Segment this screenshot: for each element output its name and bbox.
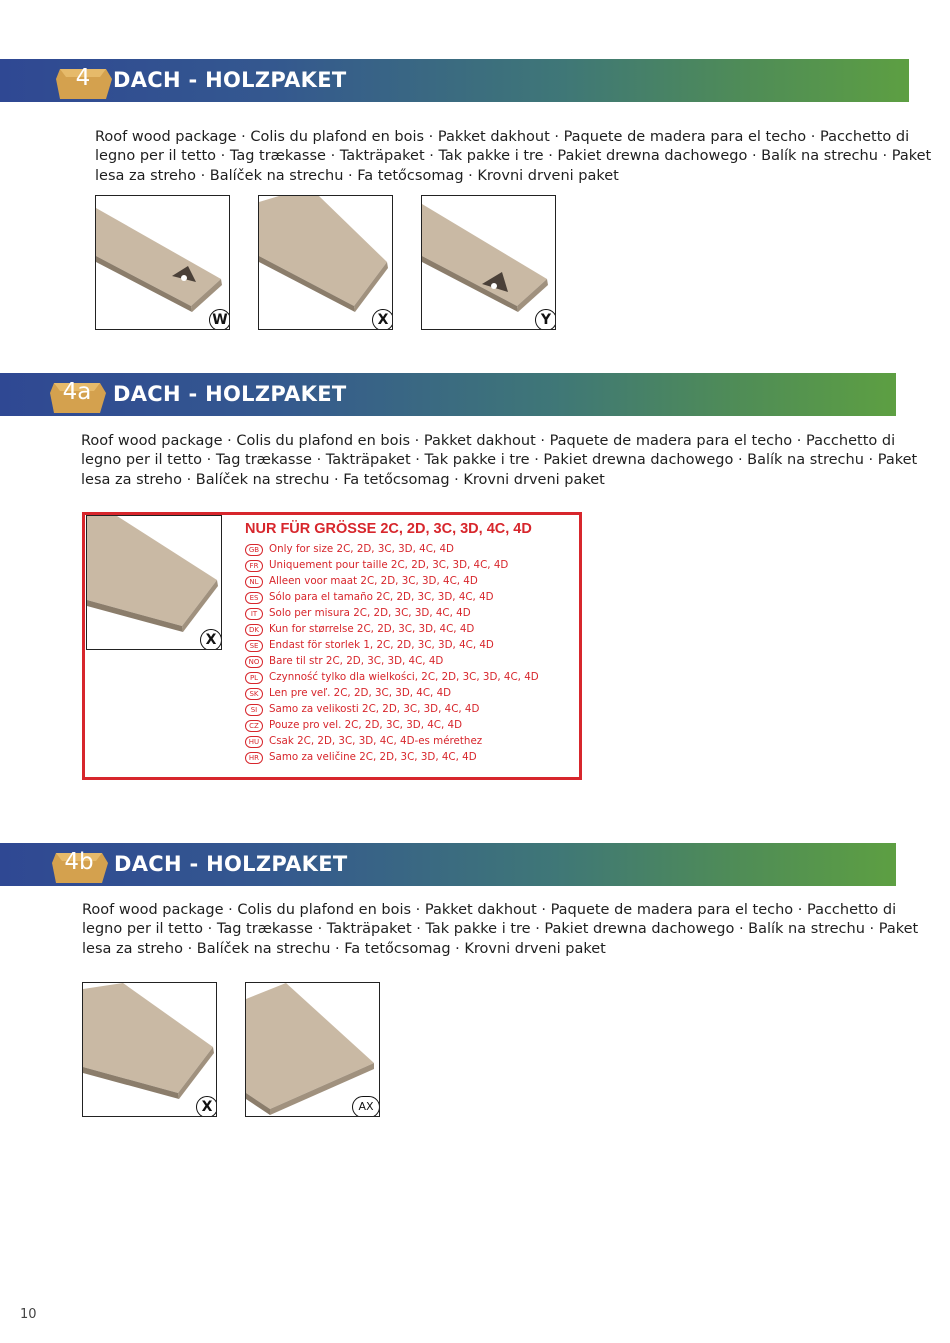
part-label: W	[209, 309, 230, 330]
section-description	[82, 901, 918, 959]
language-code: SE	[245, 640, 263, 652]
language-text: Pouze pro vel. 2C, 2D, 3C, 3D, 4C, 4D	[269, 719, 463, 731]
language-code: NL	[245, 576, 263, 588]
description-line: Roof wood package · Colis du plafond en bois · Pakket dakhout · Paquete de madera para el techo · Pacchetto di	[95, 129, 910, 145]
description-line: legno per il tetto · Tag trækasse · Takträpaket · Tak pakke i tre · Pakiet drewna dachowego · Balík na strechu · Paket	[81, 452, 918, 469]
box-icon	[50, 845, 112, 885]
language-text: Bare til str 2C, 2D, 3C, 3D, 4C, 4D	[269, 655, 444, 667]
part-image-ax	[245, 982, 380, 1117]
section-banner-4b	[0, 843, 896, 886]
language-code: ES	[245, 592, 263, 604]
section-banner-4	[0, 59, 909, 102]
part-label: AX	[352, 1096, 380, 1117]
language-code: GB	[245, 544, 263, 556]
part-label: X	[200, 629, 222, 650]
language-text: Csak 2C, 2D, 3C, 3D, 4C, 4D-es mérethez	[269, 735, 483, 747]
part-label: X	[372, 309, 393, 330]
box-icon	[48, 375, 110, 415]
section-title: DACH - HOLZPAKET	[113, 68, 347, 92]
language-text: Samo za velikosti 2C, 2D, 3C, 3D, 4C, 4D	[269, 703, 480, 715]
description-line: Roof wood package · Colis du plafond en bois · Pakket dakhout · Paquete de madera para el techo · Pacchetto di	[81, 433, 896, 449]
section-description	[95, 128, 931, 186]
language-text: Endast för storlek 1, 2C, 2D, 3C, 3D, 4C, 4D	[269, 639, 494, 651]
box-icon	[54, 61, 116, 101]
description-line: Roof wood package · Colis du plafond en bois · Pakket dakhout · Paquete de madera para el techo · Pacchetto di	[82, 902, 897, 918]
language-text: Czynność tylko dla wielkości, 2C, 2D, 3C, 3D, 4C, 4D	[269, 671, 539, 683]
language-code: PL	[245, 672, 263, 684]
part-label: Y	[535, 309, 556, 330]
description-line: lesa za streho · Balíček na strechu · Fa tetőcsomag · Krovni drveni paket	[95, 167, 619, 184]
language-text: Len pre veľ. 2C, 2D, 3C, 3D, 4C, 4D	[269, 687, 452, 699]
description-line: lesa za streho · Balíček na strechu · Fa tetőcsomag · Krovni drveni paket	[82, 940, 606, 957]
language-code: SK	[245, 688, 263, 700]
part-image-x	[86, 515, 222, 650]
page-number: 10	[20, 1307, 37, 1322]
part-image-w	[95, 195, 230, 330]
language-text: Kun for størrelse 2C, 2D, 3C, 3D, 4C, 4D	[269, 623, 475, 635]
description-line: legno per il tetto · Tag trækasse · Takträpaket · Tak pakke i tre · Pakiet drewna dachowego · Balík na strechu · Paket	[82, 921, 919, 938]
section-title: DACH - HOLZPAKET	[114, 852, 348, 876]
language-code: NO	[245, 656, 263, 668]
language-code: IT	[245, 608, 263, 620]
language-text: Samo za veličine 2C, 2D, 3C, 3D, 4C, 4D	[269, 751, 477, 763]
section-title: DACH - HOLZPAKET	[113, 382, 347, 406]
language-text: Uniquement pour taille 2C, 2D, 3C, 3D, 4C, 4D	[269, 559, 509, 571]
description-line: legno per il tetto · Tag trækasse · Takträpaket · Tak pakke i tre · Pakiet drewna dachowego · Balík na strechu · Paket	[95, 148, 932, 165]
part-image-x	[258, 195, 393, 330]
language-text: Alleen voor maat 2C, 2D, 3C, 3D, 4C, 4D	[269, 575, 478, 587]
size-notice-box	[82, 512, 582, 780]
section-number: 4b	[64, 849, 94, 875]
language-code: SI	[245, 704, 263, 716]
language-text: Sólo para el tamaño 2C, 2D, 3C, 3D, 4C, 4D	[269, 591, 494, 603]
language-code: CZ	[245, 720, 263, 732]
language-code: DK	[245, 624, 263, 636]
notice-title: NUR FÜR GRÖSSE 2C, 2D, 3C, 3D, 4C, 4D	[245, 521, 532, 537]
description-line: lesa za streho · Balíček na strechu · Fa tetőcsomag · Krovni drveni paket	[81, 471, 605, 488]
language-code: HU	[245, 736, 263, 748]
section-description	[81, 432, 917, 490]
section-banner-4a	[0, 373, 896, 416]
part-image-y	[421, 195, 556, 330]
section-number: 4a	[62, 379, 92, 405]
language-text: Solo per misura 2C, 2D, 3C, 3D, 4C, 4D	[269, 607, 471, 619]
language-code: HR	[245, 752, 263, 764]
section-number: 4	[75, 65, 91, 91]
language-code: FR	[245, 560, 263, 572]
part-image-x	[82, 982, 217, 1117]
language-text: Only for size 2C, 2D, 3C, 3D, 4C, 4D	[269, 543, 454, 555]
part-label: X	[196, 1096, 217, 1117]
